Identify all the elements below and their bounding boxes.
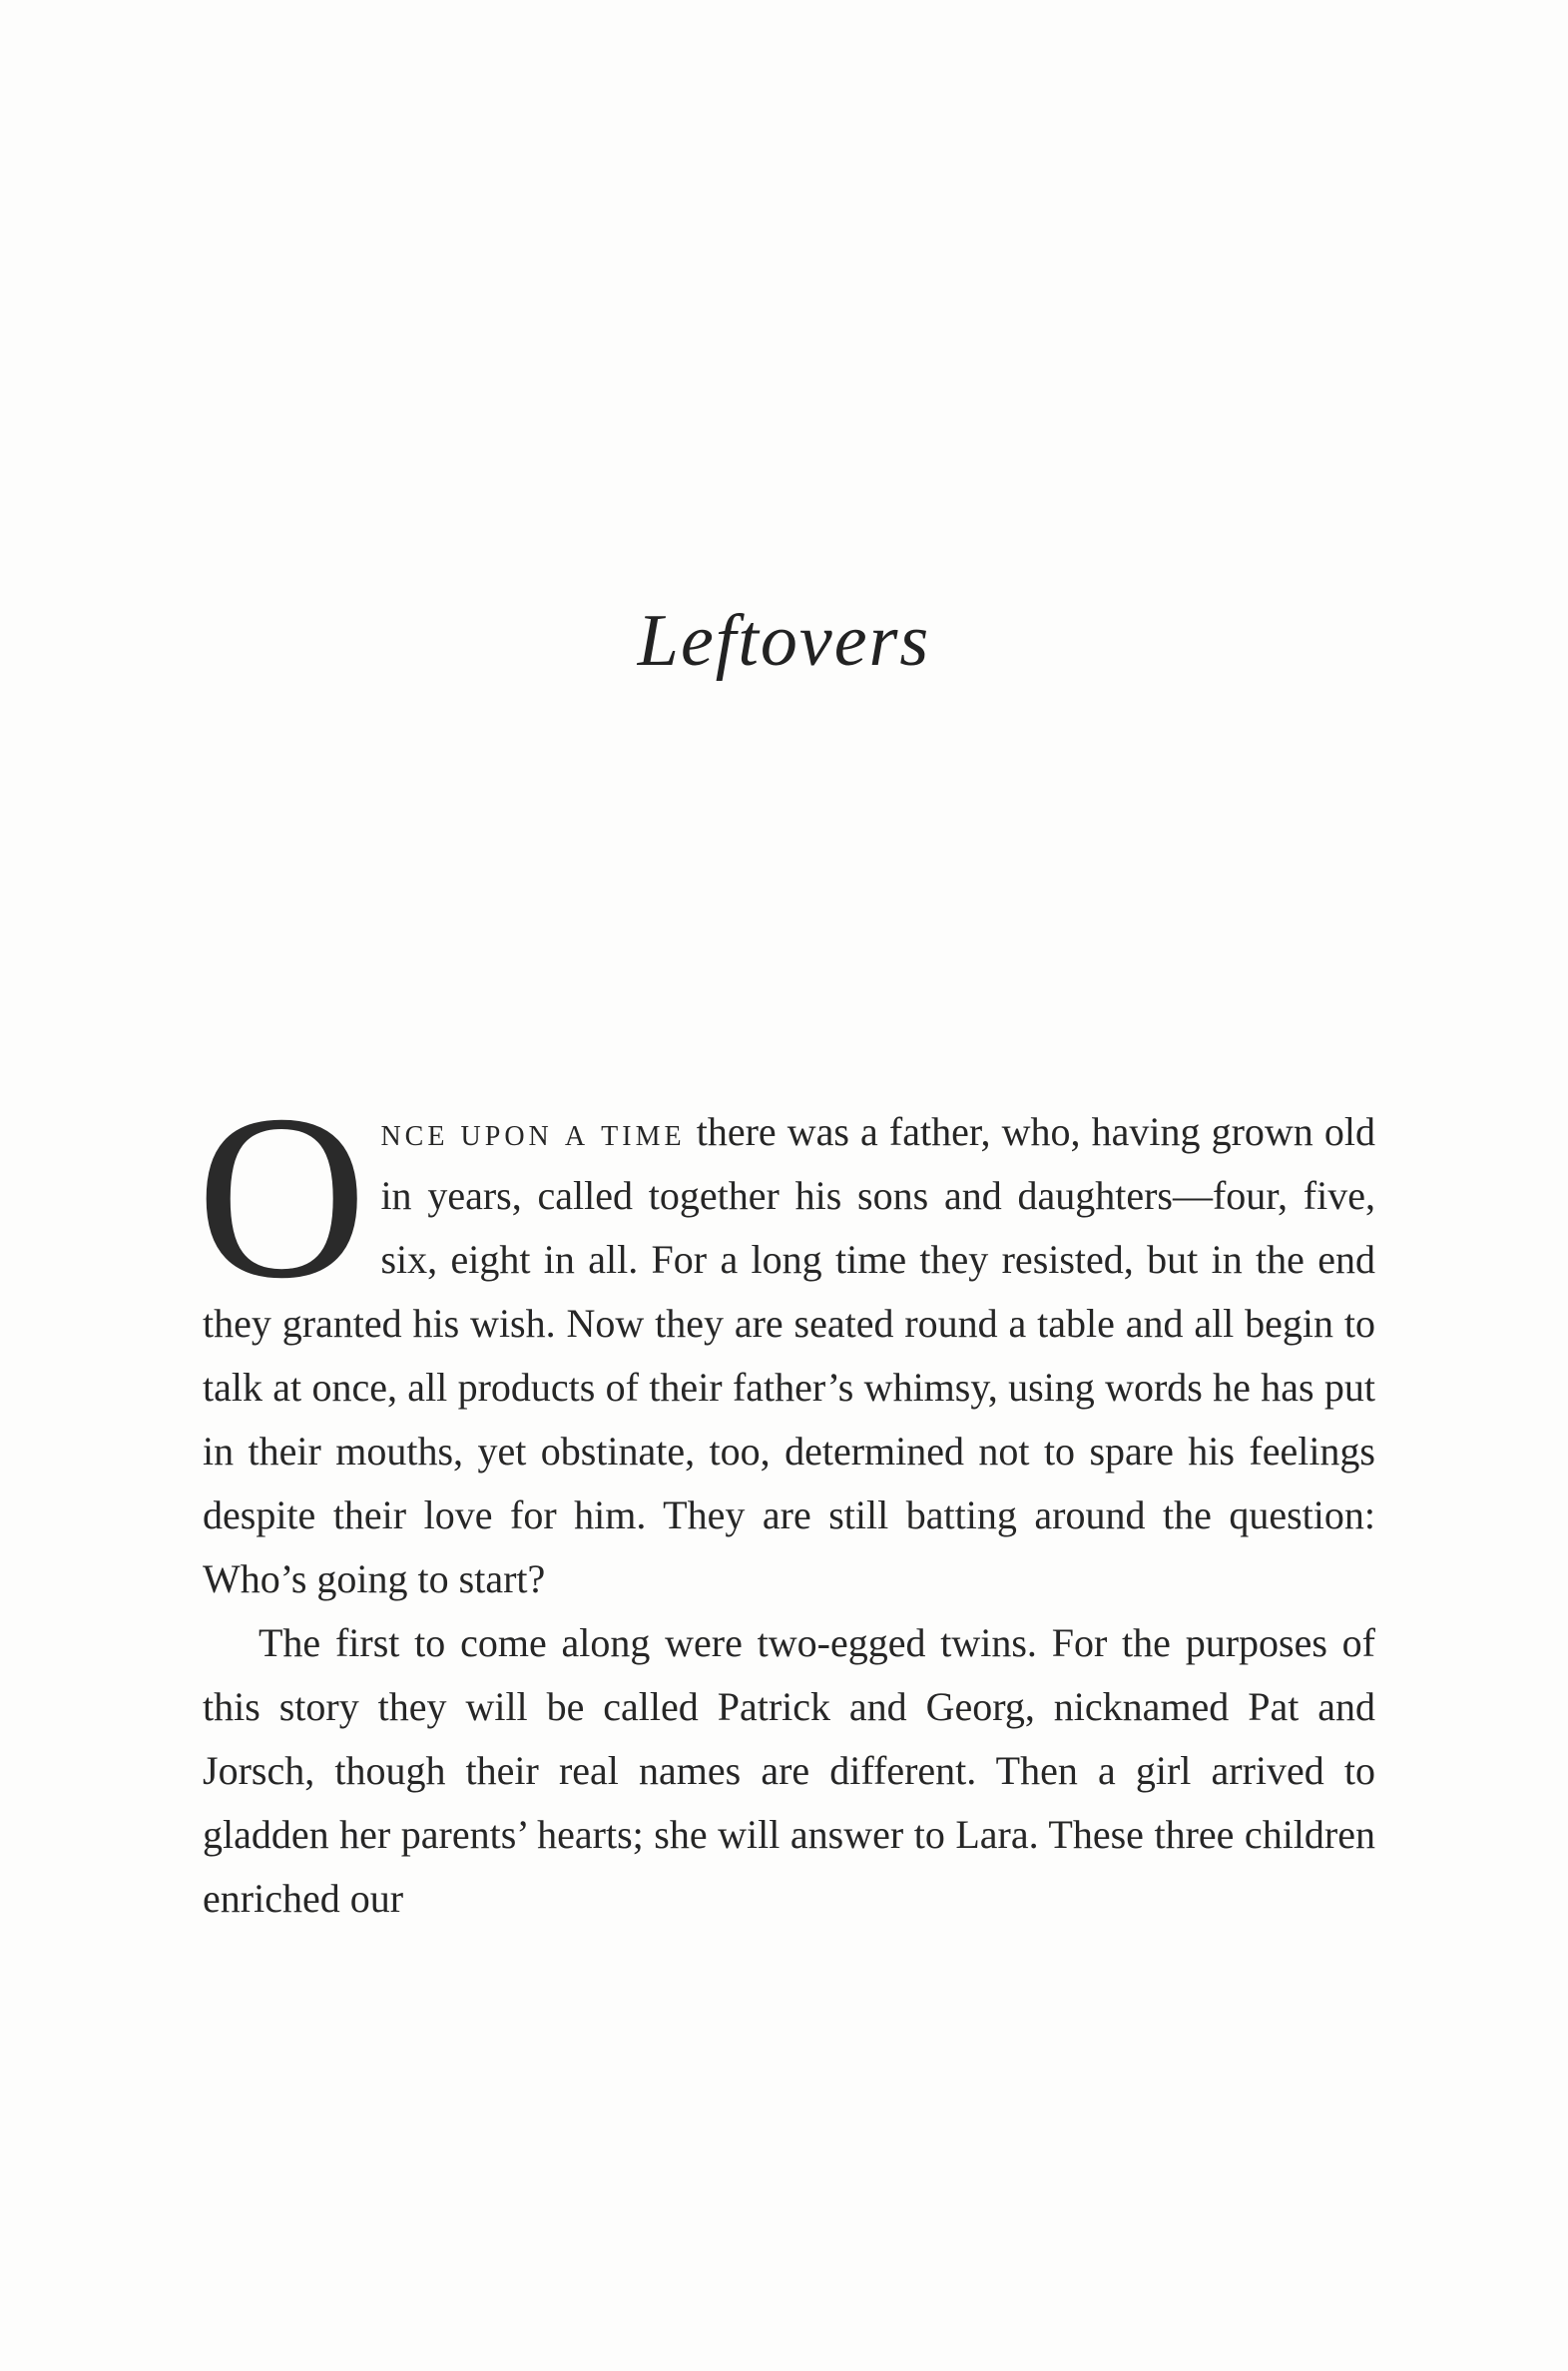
opening-small-caps: nce upon a time: [380, 1109, 686, 1154]
chapter-title: Leftovers: [637, 600, 931, 682]
chapter-body: [197, 1067, 1375, 1931]
paragraph-opening-text: there was a father, who, having grown old in years, called together his sons and daughters—four, five, six, eight in all. For a long time they resisted, but in the end they granted his wish. Now they are seated round a table and all begin to talk at once, all products of their father’s whimsy, using words he has put in their mouths, yet obstinate, too, determined not to spare his feelings despite their love for him. They are still batting around the question: Who’s going to start?: [203, 1109, 1375, 1601]
paragraph-opening: [197, 1067, 1375, 1611]
drop-cap: O: [197, 1067, 367, 1328]
paragraph-second: The first to come along were two-egged twins. For the purposes of this story they will be called Patrick and Georg, nicknamed Pat and Jorsch, though their real names are different. Then a girl arrived to gladden her parents’ hearts; she will answer to Lara. These three children enriched our: [203, 1620, 1375, 1921]
